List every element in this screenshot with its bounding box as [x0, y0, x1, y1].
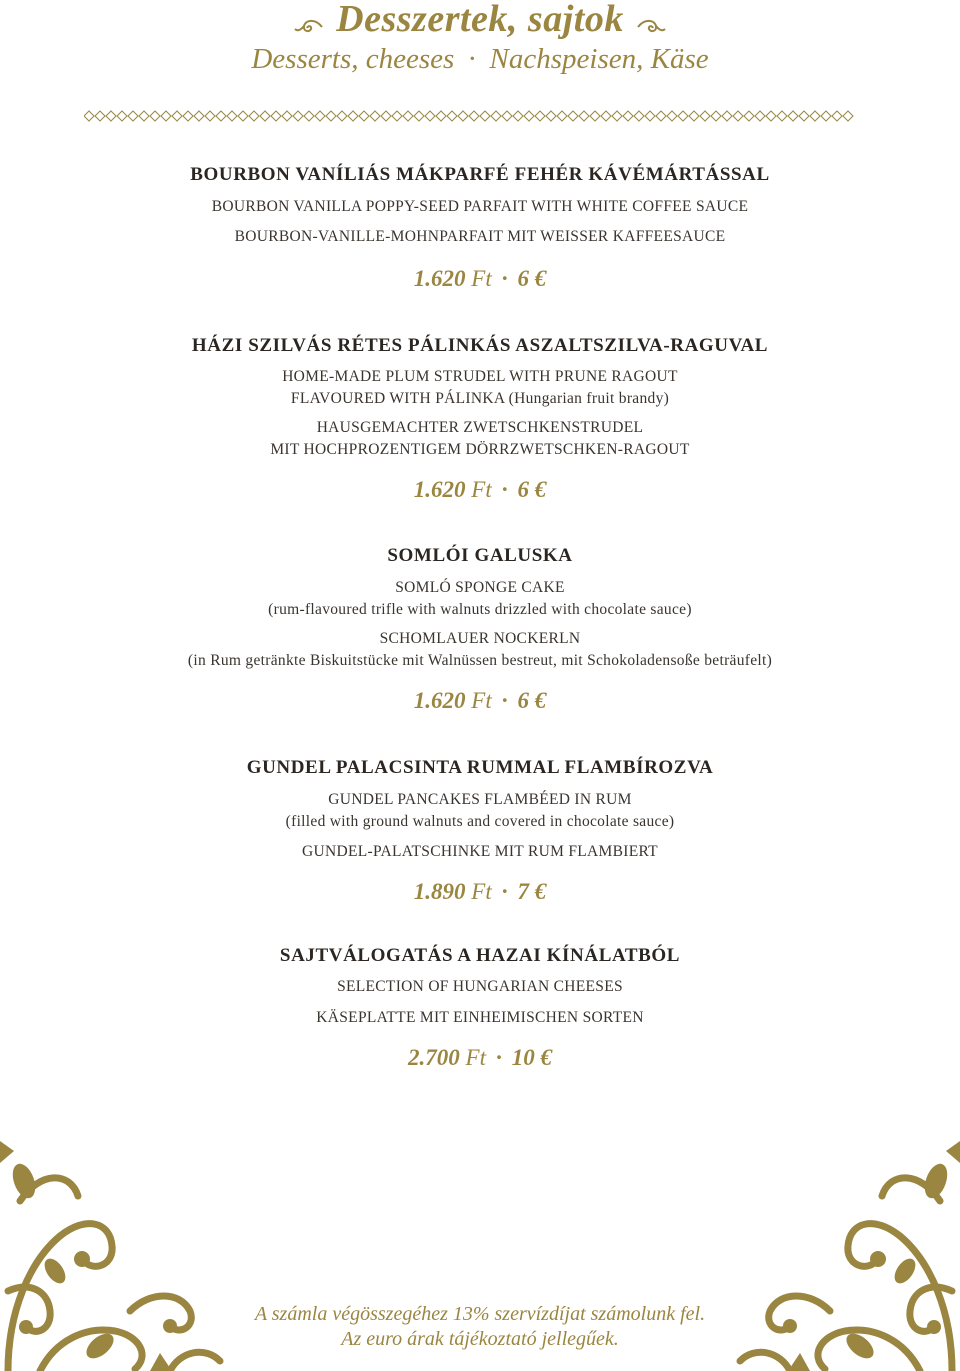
- dish-translation: MIT HOCHPROZENTIGEM DÖRRZWETSCHKEN-RAGOUT: [270, 441, 690, 458]
- menu-item: [0, 335, 960, 503]
- dish-translation: GUNDEL PANCAKES FLAMBÉED IN RUM: [328, 791, 632, 808]
- price-currency-ft: Ft: [471, 477, 492, 502]
- dish-name-hungarian: SOMLÓI GALUSKA: [387, 545, 573, 566]
- page-subtitle: [0, 42, 960, 76]
- menu-item: [0, 945, 960, 1071]
- dish-price: [0, 477, 960, 503]
- dish-translation: HOME-MADE PLUM STRUDEL WITH PRUNE RAGOUT: [282, 368, 678, 385]
- page-title: Desszertek, sajtok: [336, 0, 624, 40]
- price-currency-ft: Ft: [471, 266, 492, 291]
- footer-service-note: A számla végösszegéhez 13% szervízdíjat számolunk fel.: [254, 1303, 706, 1325]
- flourish-left-icon: [294, 17, 324, 37]
- subtitle-english: Desserts, cheeses: [251, 43, 455, 75]
- dish-description: (filled with ground walnuts and covered in chocolate sauce): [285, 813, 675, 830]
- dish-name-hungarian: SAJTVÁLOGATÁS A HAZAI KÍNÁLATBÓL: [279, 945, 681, 966]
- price-currency-ft: Ft: [465, 1045, 486, 1070]
- dish-translation: HAUSGEMACHTER ZWETSCHKENSTRUDEL: [316, 419, 644, 436]
- dish-translation: FLAVOURED WITH PÁLINKA (Hungarian fruit brandy): [290, 390, 670, 407]
- price-huf: 2.700: [408, 1045, 460, 1070]
- footer-euro-note: Az euro árak tájékoztató jellegűek.: [341, 1328, 619, 1350]
- price-huf: 1.890: [413, 879, 466, 904]
- dish-translation: BOURBON-VANILLE-MOHNPARFAIT MIT WEISSER KAFFEESAUCE: [234, 228, 726, 245]
- dish-name-hungarian: GUNDEL PALACSINTA RUMMAL FLAMBÍROZVA: [246, 757, 714, 778]
- price-eur: 6 €: [517, 477, 547, 502]
- subtitle-separator: ·: [468, 43, 476, 75]
- dish-price: [0, 879, 960, 905]
- menu-item: [0, 757, 960, 905]
- price-eur: 10 €: [511, 1045, 552, 1070]
- title-row: [0, 0, 960, 42]
- dish-price: [0, 266, 960, 292]
- price-separator: ·: [495, 1045, 502, 1070]
- price-huf: 1.620: [413, 477, 466, 502]
- price-eur: 6 €: [517, 688, 547, 713]
- dish-description: (rum-flavoured trifle with walnuts drizzled with chocolate sauce): [268, 601, 692, 618]
- subtitle-german: Nachspeisen, Käse: [489, 43, 709, 75]
- diamond-chain-divider: [84, 110, 854, 122]
- dish-translation: KÄSEPLATTE MIT EINHEIMISCHEN SORTEN: [316, 1009, 644, 1026]
- menu-item: [0, 545, 960, 714]
- price-separator: ·: [501, 266, 508, 291]
- dish-name-hungarian: HÁZI SZILVÁS RÉTES PÁLINKÁS ASZALTSZILVA-RAGUVAL: [191, 335, 769, 356]
- dish-price: [0, 688, 960, 714]
- price-separator: ·: [501, 477, 508, 502]
- dish-name-hungarian: BOURBON VANÍLIÁS MÁKPARFÉ FEHÉR KÁVÉMÁRTÁSSAL: [190, 164, 770, 185]
- menu-item: [0, 164, 960, 292]
- flourish-right-icon: [636, 17, 666, 37]
- price-eur: 6 €: [517, 266, 547, 291]
- dish-translation: BOURBON VANILLA POPPY-SEED PARFAIT WITH WHITE COFFEE SAUCE: [211, 198, 749, 215]
- price-separator: ·: [501, 688, 508, 713]
- dish-description: (in Rum getränkte Biskuitstücke mit Walnüssen bestreut, mit Schokoladensoße beträufelt): [187, 652, 773, 669]
- dish-price: [0, 1045, 960, 1071]
- price-currency-ft: Ft: [471, 879, 492, 904]
- dish-translation: SELECTION OF HUNGARIAN CHEESES: [337, 978, 623, 995]
- price-eur: 7 €: [517, 879, 547, 904]
- price-separator: ·: [501, 879, 508, 904]
- dish-translation: SOMLÓ SPONGE CAKE: [395, 579, 565, 596]
- price-currency-ft: Ft: [471, 688, 492, 713]
- dish-translation: GUNDEL-PALATSCHINKE MIT RUM FLAMBIERT: [302, 843, 658, 860]
- dish-translation: SCHOMLAUER NOCKERLN: [379, 630, 581, 647]
- price-huf: 1.620: [413, 688, 466, 713]
- price-huf: 1.620: [413, 266, 466, 291]
